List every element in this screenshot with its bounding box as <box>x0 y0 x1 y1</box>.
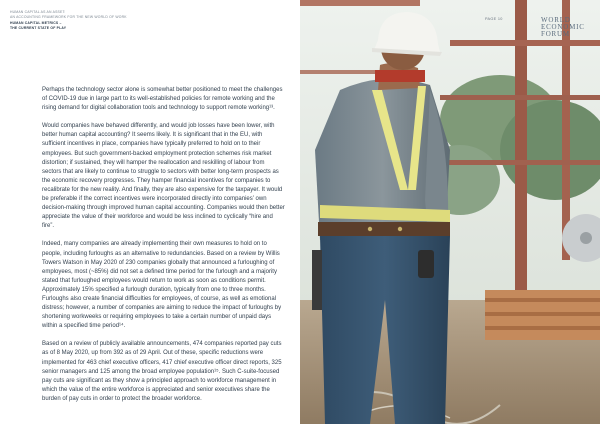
paragraph-3: Indeed, many companies are already implementing their own measures to hold on to people, including furloughs as an alternative to redundancies. Based on a review by Willis Towers Watson in May 2020 of 230 companies globally that announced a furloughing of employees, most (~85%) did not set a defined time period for the furlough and a majority stated that furloughed employees would return to work as soon as conditions permit. Approximately 15% specified a furlough duration, typically from one to three months. Furloughs also create financial difficulties for employees, of course, as well as emotional distress; however, a number of companies are aiming to reduce the impact of furloughs by shortening workweeks or requiring employees to take a certain number of unpaid days within a specified time period¹⁴. <box>42 241 282 330</box>
logo-line2: ECONOMIC <box>541 23 585 32</box>
logo-line1: WORLD <box>541 16 571 24</box>
right-page <box>300 0 600 424</box>
construction-worker-photo <box>300 0 600 424</box>
header-title-line1: HUMAN CAPITAL AS AN ASSET: <box>10 10 66 14</box>
body-text <box>42 86 285 413</box>
paragraph-1: Perhaps the technology sector alone is somewhat better positioned to meet the challenges of COVID-19 due in large part to its well-established policies for remote working and the rising demand for digital collaboration tools and technology to support remote working¹³. <box>42 87 283 112</box>
paragraph-2: Would companies have behaved differently, and would job losses have been lower, with better human capital accounting? It seems likely. It is significant that in the EU, with sufficient incentives in place, companies have typically preferred to hold on to their employees. But such government-backed employment protection schemes risk market distortion; if sustained, they will hamper the reallocation and reskilling of labour from sectors that are likely to continue to struggle to sectors with better long-term prospects as the economic recovery progresses. They hamper financial incentives for companies to recalibrate for the new reality. And finally, they are also expensive for the taxpayer. It would be preferable if the correct incentives were incorporated directly into companies’ own decision-making through improved human capital accounting. Companies would then better appreciate the value of their workforce and would be less inclined to cyclically “hire and fire”. <box>42 123 285 230</box>
world-economic-forum-logo <box>541 16 585 39</box>
header-section-line1: HUMAN CAPITAL METRICS – <box>10 21 62 26</box>
paragraph-4: Based on a review of publicly available announcements, 474 companies reported pay cuts as of 8 May 2020, up from 392 as of 29 April. Out of these, specific reductions were implemented for 463 chief executive officers, 417 chief executive officer direct reports, 325 senior managers and 125 among the broad employee population¹⁵. Such C-suite-focused pay cuts are significant as they show a principled approach to workforce management in which the value of the entire workforce is appreciated and senior executives share the burden of pay cuts in order to protect the broader workforce. <box>42 341 282 402</box>
document-header <box>10 10 140 30</box>
page-number: PAGE 10 <box>485 17 503 21</box>
header-title-line2: AN ACCOUNTING FRAMEWORK FOR THE NEW WORLD OF WORK <box>10 14 127 19</box>
logo-line3: FORUM <box>541 30 570 39</box>
header-section-line2: THE CURRENT STATE OF PLAY <box>10 25 67 30</box>
